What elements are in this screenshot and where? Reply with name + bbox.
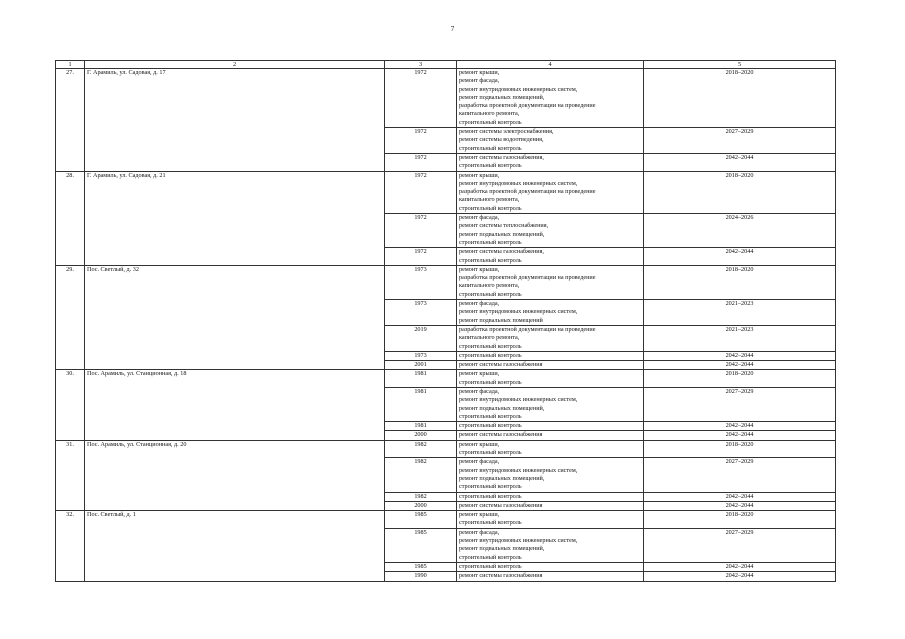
work-item: строительный контроль <box>459 351 522 359</box>
year-cell: 2019 <box>385 325 457 351</box>
period-cell: 2042–2044 <box>644 153 836 171</box>
works-cell <box>457 528 644 562</box>
table-row <box>56 265 836 299</box>
year-cell: 1985 <box>385 511 457 529</box>
year-cell: 1982 <box>385 440 457 458</box>
work-item: ремонт подвальных помещений, <box>459 230 545 238</box>
work-item: строительный контроль <box>459 162 522 170</box>
works-cell <box>457 265 644 299</box>
work-item: ремонт системы теплоснабжения, <box>459 222 549 230</box>
year-cell: 1972 <box>385 69 457 128</box>
year-cell: 1972 <box>385 214 457 248</box>
period-cell: 2042–2044 <box>644 422 836 431</box>
works-cell <box>457 387 644 421</box>
work-item: строительный контроль <box>459 144 522 152</box>
year-cell: 1973 <box>385 300 457 326</box>
works-cell <box>457 511 644 529</box>
period-cell: 2027–2029 <box>644 528 836 562</box>
period-cell: 2042–2044 <box>644 431 836 440</box>
table-body <box>56 61 836 582</box>
period-cell: 2027–2029 <box>644 387 836 421</box>
work-item: ремонт системы газоснабжения <box>459 501 543 509</box>
work-item: строительный контроль <box>459 118 522 126</box>
header-cell: 4 <box>457 61 644 69</box>
year-cell: 1981 <box>385 422 457 431</box>
work-item: разработка проектной документации на проведение <box>459 188 596 196</box>
work-item: строительный контроль <box>459 204 522 212</box>
work-item: ремонт фасада, <box>459 214 500 222</box>
work-item: ремонт подвальных помещений, <box>459 474 545 482</box>
work-item: ремонт системы водоотведения, <box>459 136 544 144</box>
work-item: строительный контроль <box>459 412 522 420</box>
work-item: строительный контроль <box>459 378 522 386</box>
header-cell: 5 <box>644 61 836 69</box>
work-item: разработка проектной документации на проведение <box>459 102 596 110</box>
page-number: 7 <box>450 25 455 33</box>
year-cell: 1981 <box>385 370 457 388</box>
header-cell: 3 <box>385 61 457 69</box>
works-cell <box>457 214 644 248</box>
work-item: ремонт крыши, <box>459 440 500 448</box>
work-item: строительный контроль <box>459 483 522 491</box>
work-item: ремонт подвальных помещений, <box>459 545 545 553</box>
works-cell <box>457 361 644 370</box>
period-cell: 2018–2020 <box>644 171 836 213</box>
period-cell: 2018–2020 <box>644 69 836 128</box>
work-item: ремонт фасада, <box>459 387 500 395</box>
works-cell <box>457 440 644 458</box>
work-item: строительный контроль <box>459 290 522 298</box>
period-cell: 2021–2023 <box>644 300 836 326</box>
work-item: ремонт фасада, <box>459 300 500 308</box>
building-address: Пос. Светлый, д. 32 <box>85 265 385 370</box>
works-cell <box>457 370 644 388</box>
year-cell: 2001 <box>385 361 457 370</box>
work-item: капитального ремонта, <box>459 282 520 290</box>
year-cell: 2000 <box>385 501 457 510</box>
period-cell: 2018–2020 <box>644 440 836 458</box>
works-cell <box>457 248 644 266</box>
period-cell: 2042–2044 <box>644 562 836 571</box>
work-item: ремонт крыши, <box>459 265 500 273</box>
work-item: строительный контроль <box>459 553 522 561</box>
work-item: ремонт системы газоснабжения <box>459 431 543 439</box>
works-cell <box>457 69 644 128</box>
work-item: строительный контроль <box>459 562 522 570</box>
row-number: 32. <box>56 511 85 581</box>
work-item: ремонт подвальных помещений, <box>459 404 545 412</box>
building-address: Г. Арамиль, ул. Садовая, д. 21 <box>85 171 385 265</box>
work-item: строительный контроль <box>459 519 522 527</box>
building-address: Пос. Арамиль, ул. Станционная, д. 20 <box>85 440 385 510</box>
work-item: ремонт системы газоснабжения <box>459 572 543 580</box>
work-item: ремонт крыши, <box>459 171 500 179</box>
work-item: строительный контроль <box>459 256 522 264</box>
works-cell <box>457 431 644 440</box>
building-address: Г. Арамиль, ул. Садовая, д. 17 <box>85 69 385 172</box>
row-number: 30. <box>56 370 85 440</box>
work-item: ремонт фасада, <box>459 458 500 466</box>
work-item: капитального ремонта, <box>459 110 520 118</box>
work-item: ремонт внутридомовых инженерных систем, <box>459 396 578 404</box>
works-cell <box>457 458 644 492</box>
period-cell: 2042–2044 <box>644 361 836 370</box>
period-cell: 2027–2029 <box>644 128 836 154</box>
table-row <box>56 440 836 458</box>
period-cell: 2021–2023 <box>644 325 836 351</box>
works-cell <box>457 572 644 581</box>
year-cell: 1981 <box>385 387 457 421</box>
row-number: 27. <box>56 69 85 172</box>
work-item: ремонт подвальных помещений, <box>459 93 545 101</box>
period-cell: 2042–2044 <box>644 248 836 266</box>
year-cell: 1973 <box>385 265 457 299</box>
work-item: строительный контроль <box>459 342 522 350</box>
work-item: разработка проектной документации на проведение <box>459 274 596 282</box>
period-cell: 2018–2020 <box>644 511 836 529</box>
work-item: капитального ремонта, <box>459 196 520 204</box>
works-cell <box>457 422 644 431</box>
work-item: ремонт системы газоснабжения <box>459 361 543 369</box>
building-address: Пос. Арамиль, ул. Станционная, д. 18 <box>85 370 385 440</box>
work-item: ремонт фасада, <box>459 528 500 536</box>
work-item: ремонт системы газоснабжения, <box>459 153 544 161</box>
work-item: ремонт крыши, <box>459 370 500 378</box>
building-address: Пос. Светлый, д. 1 <box>85 511 385 581</box>
work-item: ремонт внутридомовых инженерных систем, <box>459 466 578 474</box>
works-cell <box>457 300 644 326</box>
table-row <box>56 69 836 128</box>
work-item: разработка проектной документации на проведение <box>459 325 596 333</box>
work-item: строительный контроль <box>459 449 522 457</box>
work-item: ремонт крыши, <box>459 511 500 519</box>
table-row <box>56 511 836 529</box>
period-cell: 2042–2044 <box>644 572 836 581</box>
works-cell <box>457 501 644 510</box>
works-cell <box>457 171 644 213</box>
year-cell: 1985 <box>385 562 457 571</box>
work-item: строительный контроль <box>459 492 522 500</box>
work-item: ремонт крыши, <box>459 69 500 76</box>
year-cell: 1972 <box>385 153 457 171</box>
work-item: ремонт внутридомовых инженерных систем, <box>459 308 578 316</box>
year-cell: 1972 <box>385 248 457 266</box>
work-item: ремонт внутридомовых инженерных систем, <box>459 85 578 93</box>
year-cell: 1985 <box>385 528 457 562</box>
works-cell <box>457 492 644 501</box>
work-item: строительный контроль <box>459 422 522 430</box>
row-number: 28. <box>56 171 85 265</box>
period-cell: 2024–2026 <box>644 214 836 248</box>
repair-schedule-table <box>55 60 836 582</box>
work-item: ремонт подвальных помещений <box>459 316 543 324</box>
header-cell: 1 <box>56 61 85 69</box>
year-cell: 1973 <box>385 351 457 360</box>
works-cell <box>457 351 644 360</box>
header-cell: 2 <box>85 61 385 69</box>
work-item: капитального ремонта, <box>459 334 520 342</box>
year-cell: 1990 <box>385 572 457 581</box>
work-item: строительный контроль <box>459 238 522 246</box>
year-cell: 1982 <box>385 492 457 501</box>
table-row <box>56 171 836 213</box>
works-cell <box>457 562 644 571</box>
works-cell <box>457 128 644 154</box>
work-item: ремонт фасада, <box>459 77 500 85</box>
header-row <box>56 61 836 69</box>
period-cell: 2018–2020 <box>644 370 836 388</box>
period-cell: 2018–2020 <box>644 265 836 299</box>
works-cell <box>457 153 644 171</box>
work-item: ремонт внутридомовых инженерных систем, <box>459 179 578 187</box>
works-cell <box>457 325 644 351</box>
year-cell: 2000 <box>385 431 457 440</box>
year-cell: 1972 <box>385 171 457 213</box>
row-number: 31. <box>56 440 85 510</box>
year-cell: 1982 <box>385 458 457 492</box>
work-item: ремонт внутридомовых инженерных систем, <box>459 537 578 545</box>
period-cell: 2027–2029 <box>644 458 836 492</box>
row-number: 29. <box>56 265 85 370</box>
table-row <box>56 370 836 388</box>
period-cell: 2042–2044 <box>644 501 836 510</box>
period-cell: 2042–2044 <box>644 492 836 501</box>
period-cell: 2042–2044 <box>644 351 836 360</box>
year-cell: 1972 <box>385 128 457 154</box>
work-item: ремонт системы газоснабжения, <box>459 248 544 256</box>
work-item: ремонт системы электроснабжения, <box>459 128 554 136</box>
